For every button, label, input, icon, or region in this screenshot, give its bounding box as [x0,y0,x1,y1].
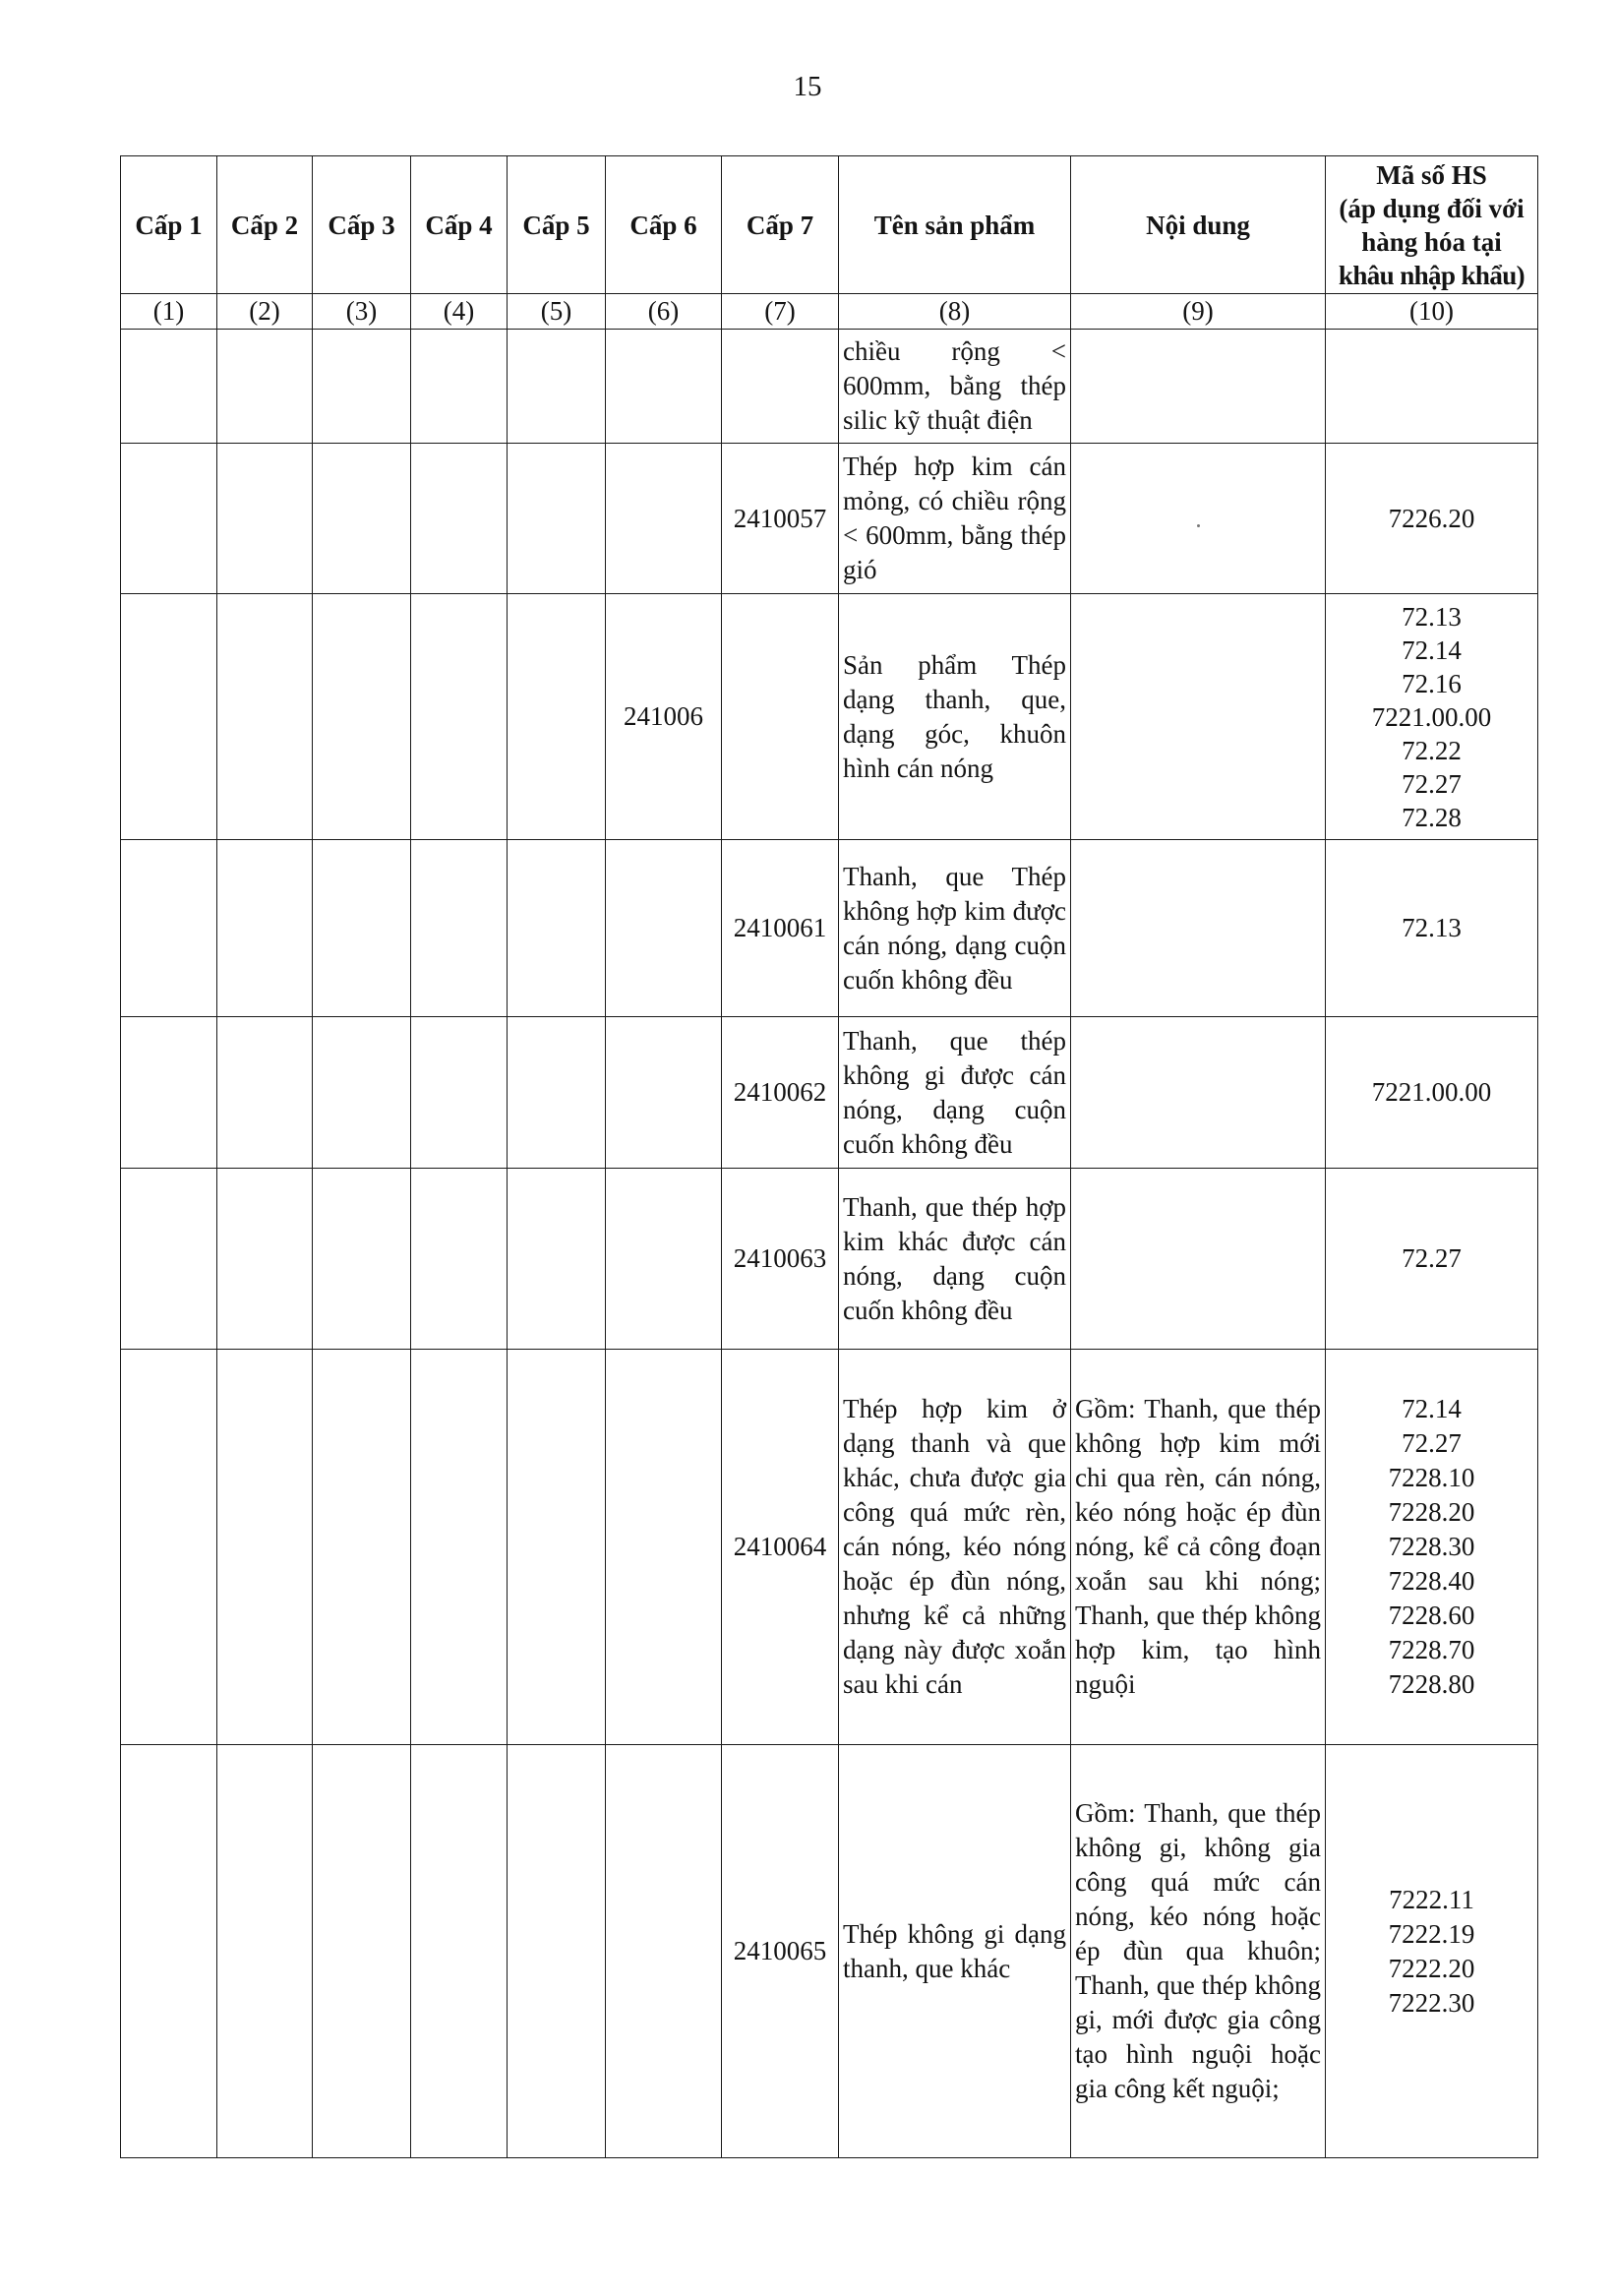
hs-code: 7222.30 [1388,1987,1475,2018]
cell-cap-6 [606,1017,722,1169]
cell-cap-7 [722,594,839,840]
table-row [121,594,1538,840]
hs-code: 7222.20 [1388,1953,1475,1983]
cell-cap-3 [313,1350,411,1745]
hs-code: 72.14 [1402,1394,1462,1423]
cell-cap-5 [508,1745,606,2158]
table-row [121,1017,1538,1169]
hs-code: 72.13 [1402,913,1462,942]
hs-code: 7222.19 [1388,1918,1475,1949]
page-number: 15 [793,71,822,102]
column-number: (2) [217,294,313,330]
header-ma-so-hs-line: (áp dụng đối với [1339,193,1525,223]
cell-ma-so-hs [1326,1017,1538,1169]
header-cap-4: Cấp 4 [411,156,508,294]
hs-code: 7222.11 [1389,1884,1474,1914]
cell-ten-san-pham: Thép hợp kim cán mỏng, có chiều rộng < 600mm, bằng thép gió [839,444,1071,594]
table-row [121,444,1538,594]
cell-cap-1 [121,444,217,594]
hs-code: 7226.20 [1388,503,1475,533]
column-number: (7) [722,294,839,330]
cell-cap-5 [508,1169,606,1350]
hs-code: 72.27 [1402,1243,1462,1273]
cell-cap-3 [313,1169,411,1350]
cell-cap-2 [217,1745,313,2158]
cell-cap-7: 2410061 [722,840,839,1017]
product-classification-table [120,155,1538,2158]
table-row [121,840,1538,1017]
cell-cap-4 [411,1169,508,1350]
hs-code: 7228.10 [1388,1463,1475,1492]
column-number: (1) [121,294,217,330]
column-number: (9) [1071,294,1326,330]
hs-code: 7228.40 [1388,1566,1475,1596]
cell-ten-san-pham: chiều rộng < 600mm, bằng thép silic kỹ thuật điện [839,330,1071,444]
cell-cap-7: 2410064 [722,1350,839,1745]
cell-cap-5 [508,1350,606,1745]
header-ma-so-hs-line: Mã số HS [1376,159,1487,190]
cell-noi-dung [1071,840,1326,1017]
cell-cap-2 [217,1017,313,1169]
header-ma-so-hs-line: hàng hóa tại [1361,226,1502,257]
hs-code: 7228.30 [1388,1532,1475,1561]
header-cap-2: Cấp 2 [217,156,313,294]
cell-cap-5 [508,840,606,1017]
cell-cap-2 [217,1169,313,1350]
cell-ten-san-pham: Thép không gi dạng thanh, que khác [839,1745,1071,2158]
cell-ma-so-hs [1326,840,1538,1017]
hs-code: 72.13 [1402,601,1462,632]
cell-noi-dung: Gồm: Thanh, que thép không hợp kim mới chi qua rèn, cán nóng, kéo nóng hoặc ép đùn nóng, kể cả công đoạn xoắn sau khi nóng; Thanh, que thép không hợp kim, tạo hình nguội [1071,1350,1326,1745]
cell-cap-1 [121,840,217,1017]
header-cap-7: Cấp 7 [722,156,839,294]
scan-dot [1197,524,1200,527]
cell-ten-san-pham: Thanh, que thép hợp kim khác được cán nóng, dạng cuộn cuốn không đều [839,1169,1071,1350]
cell-cap-1 [121,594,217,840]
hs-code: 7221.00.00 [1371,701,1492,732]
cell-cap-2 [217,330,313,444]
cell-noi-dung: Gồm: Thanh, que thép không gi, không gia công quá mức cán nóng, kéo nóng hoặc ép đùn qua khuôn; Thanh, que thép không gi, mới được gia công tạo hình nguội hoặc gia công kết nguội; [1071,1745,1326,2158]
cell-noi-dung [1071,330,1326,444]
cell-ten-san-pham: Thanh, que thép không gi được cán nóng, dạng cuộn cuốn không đều [839,1017,1071,1169]
hs-code: 7228.70 [1388,1635,1475,1664]
cell-cap-2 [217,444,313,594]
cell-cap-2 [217,1350,313,1745]
header-cap-6: Cấp 6 [606,156,722,294]
hs-code: 72.27 [1402,1428,1462,1458]
hs-code: 7228.80 [1388,1669,1475,1699]
hs-code: 72.14 [1402,634,1462,665]
cell-cap-6 [606,330,722,444]
cell-noi-dung [1071,1169,1326,1350]
cell-cap-1 [121,1017,217,1169]
cell-cap-1 [121,1350,217,1745]
header-ma-so-hs-line: khâu nhập khẩu) [1338,260,1525,290]
column-number: (3) [313,294,411,330]
header-ten-san-pham: Tên sản phẩm [839,156,1071,294]
column-number-row [121,294,1538,330]
cell-cap-6 [606,840,722,1017]
hs-code: 72.16 [1402,668,1462,698]
cell-cap-6: 241006 [606,594,722,840]
table-body [121,330,1538,2158]
cell-ma-so-hs [1326,1745,1538,2158]
cell-cap-4 [411,444,508,594]
cell-cap-4 [411,594,508,840]
table-row [121,1169,1538,1350]
cell-cap-7: 2410063 [722,1169,839,1350]
cell-cap-5 [508,1017,606,1169]
cell-cap-3 [313,594,411,840]
hs-code: 7228.20 [1388,1497,1475,1527]
cell-cap-4 [411,840,508,1017]
cell-cap-5 [508,594,606,840]
table-row [121,330,1538,444]
cell-cap-6 [606,444,722,594]
cell-noi-dung [1071,444,1326,594]
cell-cap-3 [313,1017,411,1169]
cell-cap-3 [313,444,411,594]
hs-code: 72.22 [1402,735,1462,765]
cell-cap-1 [121,330,217,444]
cell-cap-6 [606,1350,722,1745]
cell-noi-dung [1071,1017,1326,1169]
cell-ten-san-pham: Sản phẩm Thép dạng thanh, que, dạng góc, khuôn hình cán nóng [839,594,1071,840]
cell-cap-6 [606,1745,722,2158]
cell-cap-4 [411,1745,508,2158]
cell-ma-so-hs [1326,1350,1538,1745]
cell-cap-3 [313,330,411,444]
header-ma-so-hs [1326,156,1538,294]
cell-cap-5 [508,444,606,594]
hs-code: 7221.00.00 [1371,1077,1492,1107]
cell-cap-4 [411,1350,508,1745]
column-number: (10) [1326,294,1538,330]
cell-cap-1 [121,1745,217,2158]
cell-cap-3 [313,840,411,1017]
column-number: (6) [606,294,722,330]
cell-ma-so-hs [1326,444,1538,594]
cell-ten-san-pham: Thép hợp kim ở dạng thanh và que khác, chưa được gia công quá mức rèn, cán nóng, kéo nóng hoặc ép đùn nóng, nhưng kể cả những dạng này được xoắn sau khi cán [839,1350,1071,1745]
column-number: (8) [839,294,1071,330]
cell-cap-7 [722,330,839,444]
cell-cap-1 [121,1169,217,1350]
cell-cap-2 [217,840,313,1017]
cell-cap-7: 2410057 [722,444,839,594]
column-number: (5) [508,294,606,330]
cell-cap-4 [411,1017,508,1169]
cell-cap-6 [606,1169,722,1350]
cell-ten-san-pham: Thanh, que Thép không hợp kim được cán nóng, dạng cuộn cuốn không đều [839,840,1071,1017]
cell-cap-7: 2410062 [722,1017,839,1169]
cell-noi-dung [1071,594,1326,840]
cell-cap-2 [217,594,313,840]
header-cap-3: Cấp 3 [313,156,411,294]
header-cap-5: Cấp 5 [508,156,606,294]
cell-cap-5 [508,330,606,444]
cell-cap-3 [313,1745,411,2158]
cell-cap-7: 2410065 [722,1745,839,2158]
column-number: (4) [411,294,508,330]
table-row [121,1745,1538,2158]
header-row [121,156,1538,294]
cell-cap-4 [411,330,508,444]
cell-ma-so-hs [1326,330,1538,444]
hs-code: 72.27 [1402,768,1462,799]
hs-code: 7228.60 [1388,1601,1475,1630]
cell-ma-so-hs [1326,1169,1538,1350]
header-cap-1: Cấp 1 [121,156,217,294]
hs-code: 72.28 [1402,802,1462,832]
table-row [121,1350,1538,1745]
cell-ma-so-hs [1326,594,1538,840]
header-noi-dung: Nội dung [1071,156,1326,294]
